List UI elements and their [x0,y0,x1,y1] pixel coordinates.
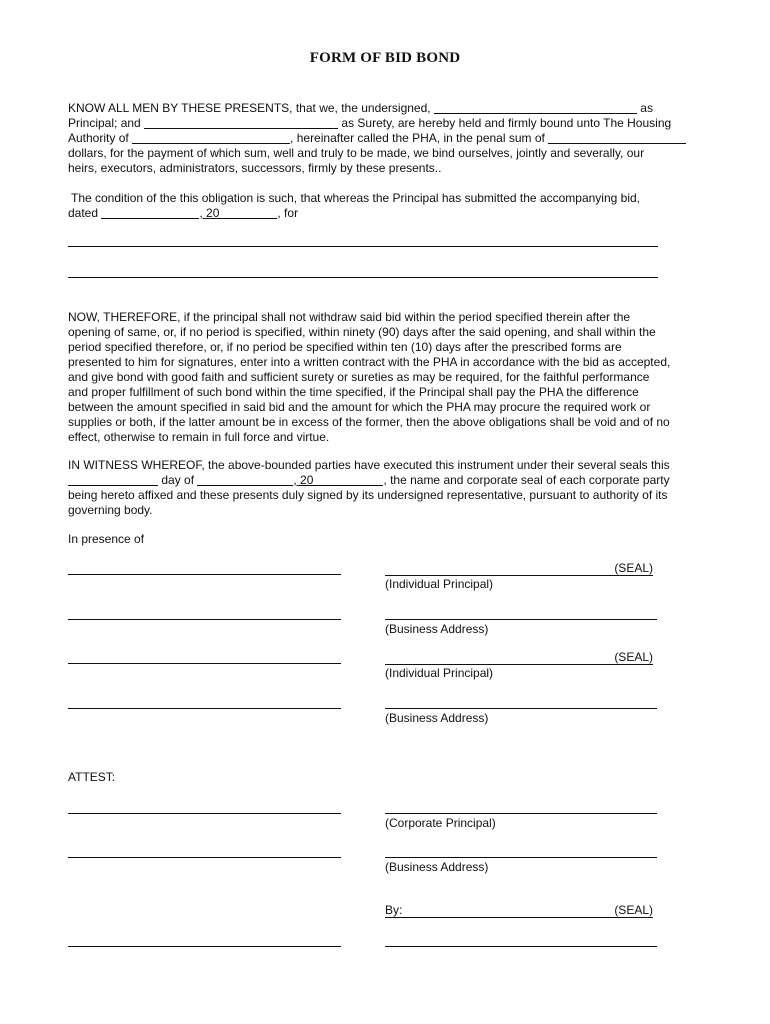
month-blank[interactable] [197,473,293,486]
attest-signature-line-2[interactable] [68,857,341,858]
seal-label: (SEAL) [614,650,653,664]
attest-signature-line-1[interactable] [68,813,341,814]
paragraph-now-therefore: NOW, THEREFORE, if the principal shall not withdraw said bid within the period specified therein after the opening of same, or, if no period is specified, within ninety (90) days after the said opening, and shall within the period specified therefore, or, if no period be specified within ten (10) days after the prescribed forms are presented to him for signatures, enter into a written contract with the PHA in accordance with the bid as accepted, and give bond with good faith and sufficient surety or sureties as may be required, for the faithful performance and proper fulfillment of such bond within the time specified, if the Principal shall pay the PHA the difference between the amount specified in said bid and the amount for which the PHA may procure the required work or supplies or both, if the latter amount be in excess of the former, then the above obligations shall be void and of no effect, otherwise to remain in full force and virtue. [68,310,671,444]
witness-signature-line-2[interactable] [68,619,341,620]
witness-signature-line-3[interactable] [68,663,341,664]
attest-label: ATTEST: [68,770,116,784]
paragraph-condition [68,191,708,221]
dated-blank[interactable] [101,206,199,219]
page-title: FORM OF BID BOND [309,50,461,66]
individual-principal-signature-line-2[interactable] [385,650,653,665]
by-signature-line[interactable] [385,903,653,918]
p2-line-2: dated , 20 , for [68,206,299,220]
p1-line-1: KNOW ALL MEN BY THESE PRESENTS, that we, the undersigned, as [68,101,653,115]
corporate-principal-line[interactable] [385,813,657,814]
paragraph-know-all-men [68,101,708,176]
individual-principal-signature-line-1[interactable] [385,561,653,576]
individual-principal-label: (Individual Principal) [385,666,494,680]
p1-line-5: heirs, executors, administrators, successors, firmly by these presents.. [68,161,442,175]
p1-line-2: Principal; and as Surety, are hereby held and firmly bound unto The Housing [68,116,672,130]
p4-line-3: being hereto affixed and these presents duly signed by its undersigned representative, pursuant to authority of its [68,488,668,502]
p4-line-4: governing body. [68,503,153,517]
business-address-label: (Business Address) [385,711,489,725]
by-label: By: [385,903,403,917]
p1-line-4: dollars, for the payment of which sum, well and truly to be made, we bind ourselves, jointly and severally, our [68,146,645,160]
witness-year-blank[interactable] [313,473,383,486]
day-blank[interactable] [68,473,158,486]
corporate-principal-label: (Corporate Principal) [385,816,496,830]
title-signature-line[interactable] [385,946,657,947]
bid-description-line-1[interactable] [68,246,658,247]
witness-signature-line-1[interactable] [68,574,341,575]
individual-principal-label: (Individual Principal) [385,577,494,591]
business-address-line-2[interactable] [385,708,657,709]
penal-sum-blank[interactable] [548,131,686,144]
p2-line-1: The condition of the this obligation is such, that whereas the Principal has submitted the accompanying bid, [71,191,640,205]
housing-authority-blank[interactable] [132,131,290,144]
business-address-line-1[interactable] [385,619,657,620]
witness-signature-line-4[interactable] [68,708,341,709]
p4-line-1: IN WITNESS WHEREOF, the above-bounded parties have executed this instrument under their several seals this [68,458,670,472]
principal-name-blank[interactable] [434,101,637,114]
attest-signature-line-3[interactable] [68,946,341,947]
in-presence-of-label: In presence of [68,532,145,546]
seal-label: (SEAL) [614,561,653,575]
bid-description-line-2[interactable] [68,277,658,278]
surety-name-blank[interactable] [144,116,338,129]
paragraph-in-witness [68,458,708,518]
year-blank[interactable] [219,206,277,219]
business-address-label: (Business Address) [385,622,489,636]
seal-label: (SEAL) [614,903,653,917]
p1-line-3: Authority of , hereinafter called the PHA, in the penal sum of [68,131,708,146]
p4-line-2: day of , 20 , the name and corporate seal of each corporate party [68,473,708,488]
corporate-business-address-line[interactable] [385,857,657,858]
business-address-label: (Business Address) [385,860,489,874]
